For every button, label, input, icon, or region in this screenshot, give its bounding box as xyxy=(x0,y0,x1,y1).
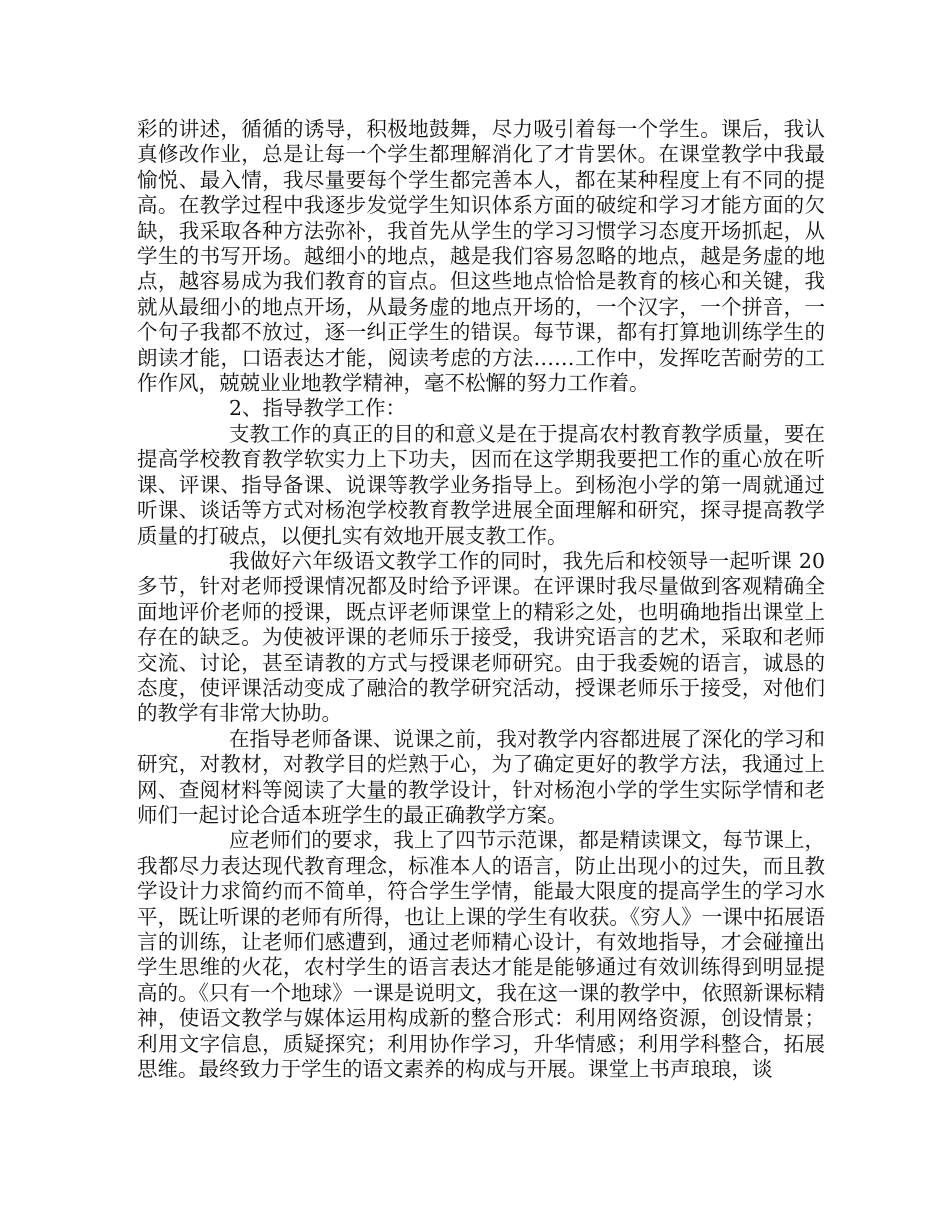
paragraph: 支教工作的真正的目的和意义是在于提高农村教育教学质量，要在提高学校教育教学软实力上下功夫，因而在这学期我要把工作的重心放在听课、评课、指导备课、说课等教学业务指导上。到杨泡小学的第一周就通过听课、谈话等方式对杨泡学校教育教学进展全面理解和研究，探寻提高教学质量的打破点，以便扎实有效地开展支教工作。 xyxy=(137,421,825,548)
document-body xyxy=(137,117,825,1082)
section-heading: 2、指导教学工作： xyxy=(229,396,407,421)
paragraph: 在指导老师备课、说课之前，我对教学内容都进展了深化的学习和研究，对教材，对教学目的烂熟于心，为了确定更好的教学方法，我通过上网、查阅材料等阅读了大量的教学设计，针对杨泡小学的学生实际学情和老师们一起讨论合适本班学生的最正确教学方案。 xyxy=(137,726,825,827)
paragraph: 我做好六年级语文教学工作的同时，我先后和校领导一起听课 20 多节，针对老师授课情况都及时给予评课。在评课时我尽量做到客观精确全面地评价老师的授课，既点评老师课堂上的精彩之处，也明确地指出课堂上存在的缺乏。为使被评课的老师乐于接受，我讲究语言的艺术，采取和老师交流、讨论，甚至请教的方式与授课老师研究。由于我委婉的语言，诚恳的态度，使评课活动变成了融洽的教学研究活动，授课老师乐于接受，对他们的教学有非常大协助。 xyxy=(137,548,825,726)
paragraph: 应老师们的要求，我上了四节示范课，都是精读课文，每节课上，我都尽力表达现代教育理念，标准本人的语言，防止出现小的过失，而且教学设计力求简约而不简单，符合学生学情，能最大限度的提高学生的学习水平，既让听课的老师有所得，也让上课的学生有收获。《穷人》一课中拓展语言的训练，让老师们感遭到，通过老师精心设计，有效地指导，才会碰撞出学生思维的火花，农村学生的语言表达才能是能够通过有效训练得到明显提高的。《只有一个地球》一课是说明文，我在这一课的教学中，依照新课标精神，使语文教学与媒体运用构成新的整合形式：利用网络资源，创设情景；利用文字信息，质疑探究；利用协作学习，升华情感；利用学科整合，拓展思维。最终致力于学生的语文素养的构成与开展。课堂上书声琅琅，谈 xyxy=(137,828,825,1082)
paragraph-continuation: 彩的讲述，循循的诱导，积极地鼓舞，尽力吸引着每一个学生。课后，我认真修改作业，总是让每一个学生都理解消化了才肯罢休。在课堂教学中我最愉悦、最入情，我尽量要每个学生都完善本人，都在某种程度上有不同的提高。在教学过程中我逐步发觉学生知识体系方面的破绽和学习才能方面的欠缺，我采取各种方法弥补，我首先从学生的学习习惯学习态度开场抓起，从学生的书写开场。越细小的地点，越是我们容易忽略的地点，越是务虚的地点，越容易成为我们教育的盲点。但这些地点恰恰是教育的核心和关键，我就从最细小的地点开场，从最务虚的地点开场的，一个汉字，一个拼音，一个句子我都不放过，逐一纠正学生的错误。每节课，都有打算地训练学生的朗读才能，口语表达才能，阅读考虑的方法……工作中，发挥吃苦耐劳的工作作风，兢兢业业地教学精神，毫不松懈的努力工作着。 xyxy=(137,117,825,396)
